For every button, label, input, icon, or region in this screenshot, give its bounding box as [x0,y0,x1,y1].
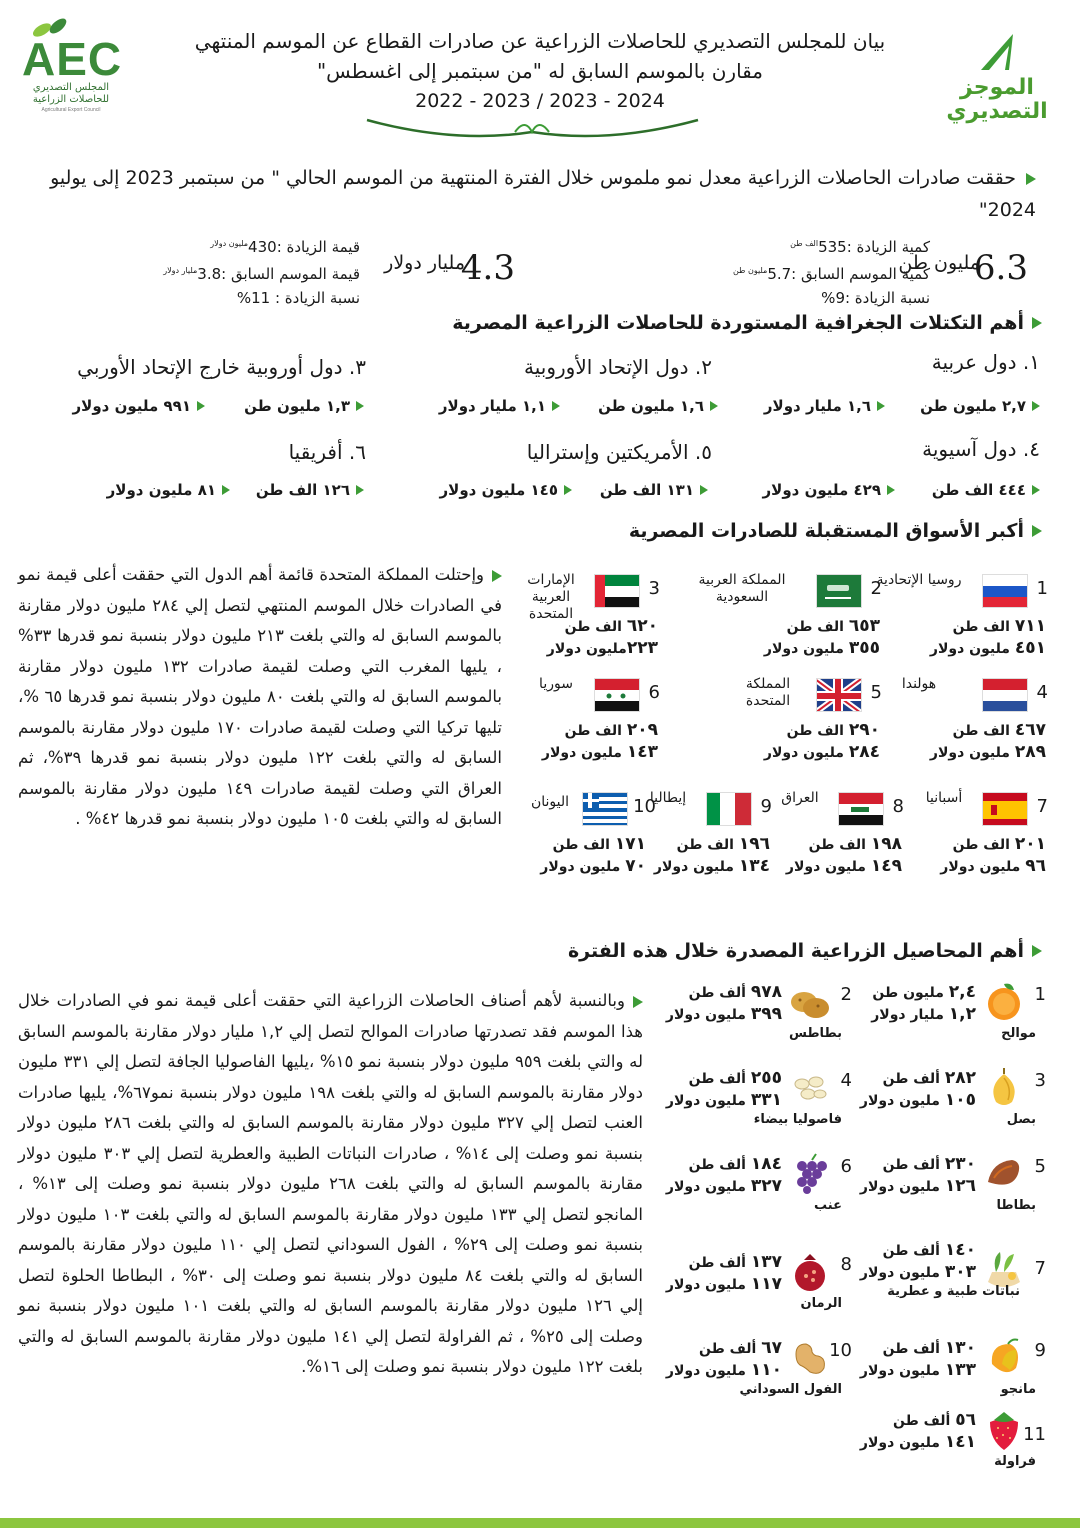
market-card: 3 الإمارات العربية المتحدة ٦٢٠ الف طن ٢٢٣مليون دولار [536,572,668,672]
saudi-flag-icon [816,574,862,608]
market-card: 1 روسيا الإتحادية ٧١١ الف طن ٤٥١ مليون دولار [924,572,1056,672]
bloc-name: ٥. الأمريكتين وإستراليا [526,440,712,464]
crop-card: 1 ٢,٤ مليون طن ١,٢ مليار دولار موالح [871,982,1046,1041]
bullet-icon [633,996,643,1008]
syria-flag-icon [594,678,640,712]
grapes-icon [788,1152,832,1196]
crop-card: 10 ٦٧ ألف طن ١١٠ مليون دولار الفول السوداني [665,1338,852,1397]
crop-name: بطاطس [788,1026,842,1041]
council-name-line1: المجلس التصديري [32,82,110,93]
brand-name-line2: التصديري [946,99,1048,124]
bloc-name: ٦. أفريقيا [288,440,366,464]
bloc-tons: ١,٦ مليون طن [598,397,718,415]
volume-details: كمية الزيادة $:535^{الف طن}$ كمية الموسم السابق $:5.7^{مليون طن}$ نسبة الزيادة :9% [670,232,930,310]
crop-card: 5 ٢٣٠ ألف طن ١٢٦ مليون دولار بطاطا [859,1154,1046,1213]
crop-card: 11 ٥٦ ألف طن ١٤١ مليون دولار فراولة [859,1410,1046,1469]
export-digest-logo [942,30,1052,124]
market-name: المملكة العربية السعودية [698,572,786,605]
greece-flag-icon [582,792,628,826]
crop-card: 2 ٩٧٨ ألف طن ٣٩٩ مليون دولار بطاطس [665,982,852,1041]
title-line1: بيان للمجلس التصديري للحاصلات الزراعية عن صادرات القطاع عن الموسم المنتهي [194,29,886,53]
crop-name: بطاطا [996,1198,1036,1213]
crop-card: 9 ١٣٠ ألف طن ١٣٣ مليون دولار مانجو [859,1338,1046,1397]
bloc-name: ١. دول عربية [931,350,1040,374]
brand-name-line1: الموجز [960,75,1034,100]
crop-name: نباتات طبية و عطرية [887,1284,1020,1299]
market-card: 10 اليونان ١٧١ الف طن ٧٠ مليون دولار [524,790,656,890]
bloc-value: ٨١ مليون دولار [107,481,230,499]
bloc-tons: ١٢٦ الف طن [256,481,364,499]
market-name: هولندا [901,676,937,692]
crop-name: موالح [1001,1026,1036,1041]
uk-flag-icon [816,678,862,712]
iraq-flag-icon [838,792,884,826]
bloc-name: ٤. دول آسيوية [922,437,1040,461]
market-card: 6 سوريا ٢٠٩ الف طن ١٤٣ مليون دولار [536,676,668,776]
market-name: الإمارات العربية المتحدة [527,572,575,622]
pomegranate-icon [788,1250,832,1294]
council-name-en: Agricultural Export Council [41,107,101,113]
bloc-value: ١,١ مليار دولار [439,397,560,415]
market-name: أسبانيا [925,790,963,806]
peanut-icon [788,1336,832,1380]
crop-name: فاصوليا بيضاء [753,1112,842,1127]
crop-name: فراولة [994,1454,1036,1469]
volume-previous: كمية الموسم السابق :5.7 [767,265,930,283]
uae-flag-icon [594,574,640,608]
value-total: مليار دولار [384,252,465,274]
bloc-value: ٤٢٩ مليون دولار [763,481,895,499]
potato-icon [788,980,832,1024]
spain-flag-icon [982,792,1028,826]
value-previous: قيمة الموسم السابق :3.8 [197,265,360,283]
market-card: 9 إيطاليا ١٩٦ الف طن ١٣٤ مليون دولار [648,790,780,890]
market-card: 8 العراق ١٩٨ الف طن ١٤٩ مليون دولار [780,790,912,890]
market-name: العراق [781,790,819,806]
strawberry-icon [982,1408,1026,1452]
blocs-heading: أهم التكتلات الجغرافية المستوردة للحاصلات الزراعية المصرية [452,312,1042,334]
crops-paragraph: وبالنسبة لأهم أصناف الحاصلات الزراعية التي حققت أعلى قيمة نمو في الصادرات خلال هذا الموسم فقد تصدرتها صادرات الموالح لتصل إلي ١,٢ مليار دولار مقارنة بالموسم السابق له والتي بلغت ٩٥٩ مليون دولار بنسبة نمو ١٥% ،يليها الفاصوليا الجافة لتصل إلي ٣٣١ مليون دولار مقارنة بالموسم السابق له والتي بلغت ١٩٨ مليون دولار بنسبة نمو٦٧%، يليها صادرات العنب لتصل إلي ٣٢٧ مليون دولار مقارنة بالموسم السابق له والتي بلغت ٢٨٦ مليون دولار بنسبة نمو وصلت إلى ١٤% ، صادرات النباتات الطبية والعطرية لتصل إلي ٣٠٣ مليون دولار مقارنة بالموسم السابق له والتي بلغت ٢٦٨ مليون دولار بنسبة نمو وصلت إلى ١٣% ، المانجو لتصل إلي ١٣٣ مليون دولار مقارنة بالموسم السابق له والتي بلغت ١٠٣ مليون دولار بنسبة نمو وصلت إلى ٢٩% ، الفول السوداني لتصل إلي ١١٠ مليون دولار مقارنة بالموسم السابق له والتي بلغت ٨٤ مليون دولار بنسبة نمو وصلت إلى ٣٠% ، البطاطا الحلوة لتصل إلي ١٢٦ مليون دولار مقارنة بالموسم السابق له والتي بلغت ١٠١ مليون دولار بنسبة نمو وصلت إلى ٢٥% ، ثم الفراولة لتصل إلي ١٤١ مليون دولار مقارنة بالموسم السابق له والتي بلغت ١٢٢ مليون دولار بنسبة نمو وصلت إلى ١٦%. [18,991,644,1376]
crop-card: 4 ٢٥٥ ألف طن ٣٣١ مليون دولار فاصوليا بيضاء [665,1068,852,1127]
market-name: اليونان [530,794,570,810]
onion-icon [982,1066,1026,1110]
bloc-tons: ١٣١ الف طن [600,481,708,499]
crop-name: الفول السوداني [739,1382,842,1397]
crop-name: عنب [814,1198,842,1213]
bloc-value: ١,٦ مليار دولار [764,397,885,415]
value-increase: قيمة الزيادة :430 [248,238,360,256]
crop-card: 6 ١٨٤ ألف طن ٣٢٧ مليون دولار عنب [665,1154,852,1213]
intro-statement: حققت صادرات الحاصلات الزراعية معدل نمو ملموس خلال الفترة المنتهية من الموسم الحالي " من سبتمبر 2023 إلى يوليو 2024" [50,167,1036,221]
market-card: 7 أسبانيا ٢٠١ الف طن ٩٦ مليون دولار [924,790,1056,890]
crops-heading: أهم المحاصيل الزراعية المصدرة خلال هذه الفترة [568,940,1042,962]
markets-heading: أكبر الأسواق المستقبلة للصادرات المصرية [629,520,1042,542]
council-acronym: AEC [22,33,123,85]
bloc-tons: ١,٣ مليون طن [244,397,364,415]
title-years: 2022 - 2023 / 2023 - 2024 [415,90,665,112]
crop-name: مانجو [1000,1382,1036,1397]
title-swoosh-divider [365,110,700,140]
bullet-icon [1032,945,1042,957]
bloc-value: ٩٩١ مليون دولار [73,397,205,415]
netherlands-flag-icon [982,678,1028,712]
bullet-icon [1032,317,1042,329]
beans-icon [788,1066,832,1110]
italy-flag-icon [706,792,752,826]
market-name: المملكة المتحدة [745,676,791,709]
market-card: 4 هولندا ٤٦٧ الف طن ٢٨٩ مليون دولار [924,676,1056,776]
orange-icon [982,980,1026,1024]
markets-paragraph: وإحتلت المملكة المتحدة قائمة أهم الدول التي حققت أعلى قيمة نمو في الصادرات خلال الموسم المنتهي لتصل إلي ٢٨٤ مليون دولار مقارنة بالموسم السابق له والتي بلغت ٢١٣ مليون دولار بنسبة نمو قدرها ٣٣% ، يليها المغرب التي وصلت لقيمة صادرات ١٣٢ مليون دولار مقارنة بالموسم السابق له والتي بلغت ٨٠ مليون دولار بنسبة نمو قدرها ٦٥ %، تليها تركيا التي وصلت لقيمة صادرات ١٧٠ مليون دولار مقارنة بالموسم السابق له والتي بلغت ١٢٢ مليون دولار بنسبة نمو قدرها ٣٩%، ثم العراق التي وصلت لقيمة صادرات ١٤٩ مليون دولار مقارنة بالموسم السابق له والتي بلغت ١٠٥ مليون دولار بنسبة نمو قدرها ٤٢% . [18,565,503,828]
value-rate: نسبة الزيادة : 11% [236,289,360,307]
volume-total-value: 6.3 [973,248,1028,288]
crop-card: 8 ١٣٧ ألف طن ١١٧ مليون دولار الرمان [665,1252,852,1311]
crop-card: 7 ١٤٠ ألف طن ٣٠٣ مليون دولار نباتات طبية و عطرية [859,1240,1046,1299]
volume-increase: كمية الزيادة :535 [818,238,930,256]
crop-name: بصل [1006,1112,1036,1127]
value-details: قيمة الزيادة $:430^{مليون دولار}$ قيمة الموسم السابق $:3.8^{مليار دولار}$ نسبة الزيادة : 11% [100,232,360,310]
crop-name: الرمان [800,1296,842,1311]
title-line2: مقارن بالموسم السابق له "من سبتمبر إلى اغسطس" [316,59,763,83]
market-card: 5 المملكة المتحدة ٢٩٠ الف طن ٢٨٤ مليون دولار [758,676,890,776]
russia-flag-icon [982,574,1028,608]
leaves-icon [30,16,70,40]
bullet-icon [1026,173,1036,185]
arrow-logo-icon [975,30,1019,74]
market-name: إيطاليا [649,790,687,806]
bloc-name: ٣. دول أوروبية خارج الإتحاد الأوربي [77,355,366,379]
bloc-value: ١٤٥ مليون دولار [440,481,572,499]
council-name-line2: للحاصلات الزراعية [32,94,110,105]
value-total-value: 4.3 [460,248,515,288]
page-title [140,26,940,116]
volume-total: مليون طن [898,252,980,274]
market-name: روسيا الإتحادية [876,572,962,588]
bloc-tons: ٢,٧ مليون طن [920,397,1040,415]
crop-card: 3 ٢٨٢ ألف طن ١٠٥ مليون دولار بصل [859,1068,1046,1127]
market-name: سوريا [539,676,573,692]
aec-logo [22,22,123,114]
volume-rate: نسبة الزيادة :9% [821,289,930,307]
bullet-icon [1032,525,1042,537]
sweet-potato-icon [982,1152,1026,1196]
market-card: 2 المملكة العربية السعودية ٦٥٣ الف طن ٣٥٥ مليون دولار [758,572,890,672]
bloc-tons: ٤٤٤ الف طن [932,481,1040,499]
footer-bar [0,1518,1080,1528]
bullet-icon [492,570,502,582]
mango-icon [982,1336,1026,1380]
bloc-name: ٢. دول الإتحاد الأوروبية [524,355,712,379]
